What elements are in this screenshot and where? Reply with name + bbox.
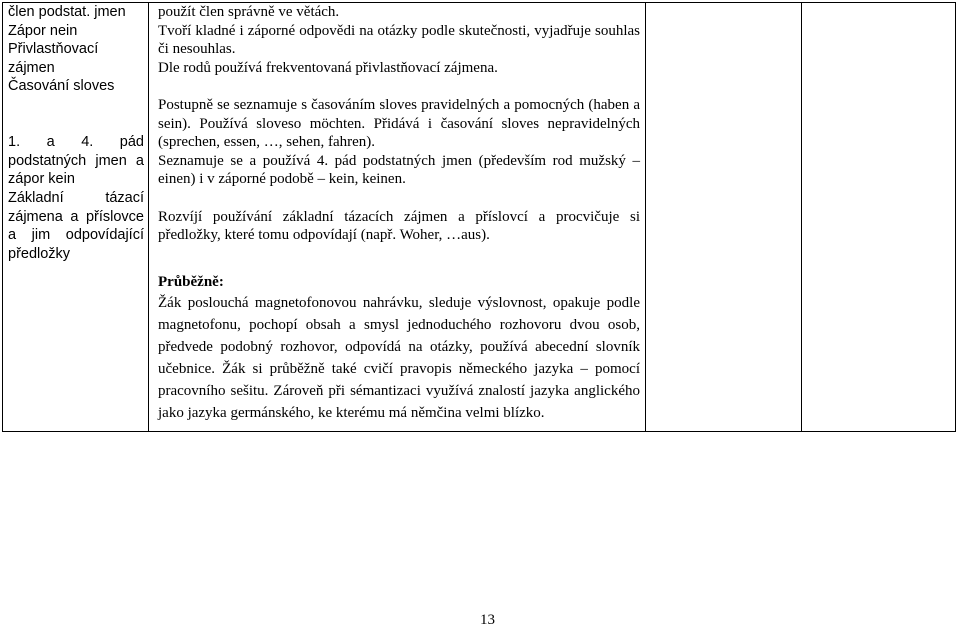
topic-item: Časování sloves [8,78,115,95]
outcome-item: použít člen správně ve větách. [158,4,340,20]
outcome-item: Tvoří kladné i záporné odpovědi na otázky podle skutečnosti, vyjadřuje souhlas či nesouhlas. [158,22,640,58]
topic-item: Zápor nein [8,22,78,39]
topic-item: 1. a 4. pád podstatných jmen a zápor kein [8,134,144,188]
outcome-item: Dle rodů používá frekventovaná přivlastňovací zájmena. [158,59,498,76]
curriculum-table [2,2,956,432]
ongoing-heading: Průběžně: [158,274,224,291]
outcome-item: Postupně se seznamuje s časováním sloves pravidelných a pomocných (haben a sein). Používá sloveso möchten. Přidává i časování sloves nepravidelných (sprechen, essen, …, sehen, fahren). [158,96,640,151]
empty-cell [646,3,802,432]
empty-cell [802,3,956,432]
outcome-item: Seznamuje se a používá 4. pád podstatných jmen (především rod mužský – einen) i v záporné podobě – kein, keinen. [158,152,640,188]
topic-item: Přivlastňovací zájmen [8,41,99,76]
ongoing-text: Žák poslouchá magnetofonovou nahrávku, sleduje výslovnost, opakuje podle magnetofonu, pochopí obsah a smysl jednoduchého rozhovoru dvou osob, předvede podobný rozhovor, odpovídá na otázky, používá abecední slovník učebnice. Žák si průběžně také cvičí pravopis německého jazyka – pomocí pracovního sešitu. Zároveň při sémantizaci využívá znalostí jazyka anglického jako jazyka germánského, ke kterému má němčina velmi blízko. [158,294,640,421]
topic-item: Základní tázací zájmena a příslovce a jim odpovídající předložky [8,189,144,262]
outcome-item: Rozvíjí používání základní tázacích zájmen a příslovcí a procvičuje si předložky, které tomu odpovídají (např. Woher, …aus). [158,208,640,244]
outcomes-cell [149,3,646,432]
page-number: 13 [480,612,495,628]
table-row [3,3,956,432]
topic-item: člen podstat. jmen [8,4,126,20]
topics-cell [3,3,149,432]
